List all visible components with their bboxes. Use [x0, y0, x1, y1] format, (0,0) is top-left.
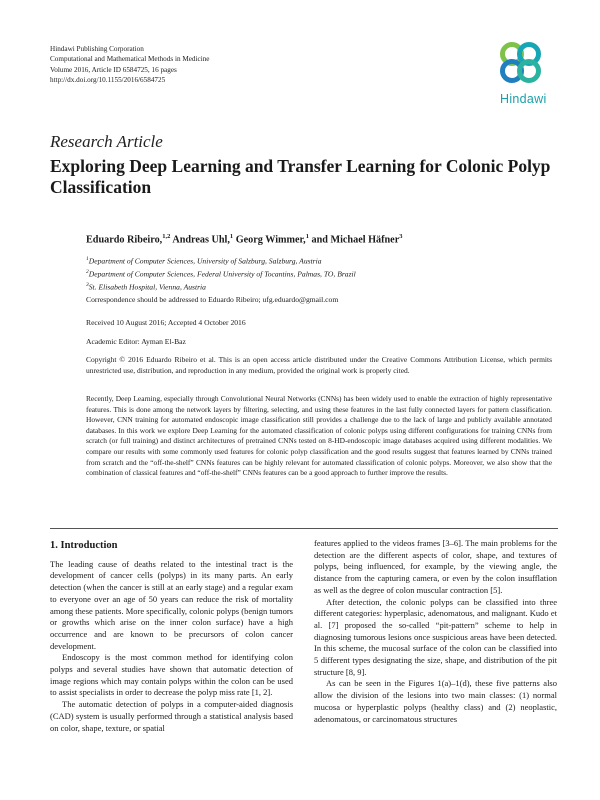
received-accepted-dates: Received 10 August 2016; Accepted 4 October 2016	[86, 318, 246, 327]
article-type: Research Article	[50, 132, 163, 151]
body-paragraph: features applied to the videos frames [3–6]. The main problems for the detection are the different aspects of color, shape, and textures of polyps, being influenced, for example, by the viewing angle, the distance from the capturing camera, or even by the colon insufflation as well as the degree of colon muscular contraction [5].	[314, 538, 557, 595]
author-list: Eduardo Ribeiro,$^{1,2}$ Andreas Uhl,$^1$ Georg Wimmer,$^1$ and Michael Häfner$^3$	[86, 233, 403, 246]
hindawi-logo-icon	[496, 40, 556, 92]
author-name: Michael Häfner	[330, 234, 400, 246]
body-paragraph: After detection, the colonic polyps can be classified into three different categories: hyperplasic, adenomatous, and malignant. Kudo et al. [7] proposed the so-called “pit-pattern” scheme to help in diagnosing tumorous lesions once suspicious areas have been detected. In this scheme, the mucosal surface of the colon can be classified into 5 different types designating the size, shape, and distribution of the pit structure [8, 9].	[314, 596, 557, 677]
publisher: Hindawi Publishing Corporation	[50, 45, 144, 53]
abstract: Recently, Deep Learning, especially through Convolutional Neural Networks (CNNs) has been widely used to enable the extraction of highly representative features. This is done among the network layers by filtering, selecting, and using these features in the last fully connected layers for pattern classification. However, CNN training for automated endoscopic image classification still provides a challenge due to the lack of large and publicly available annotated databases. In this work we explore Deep Learning for the automated classification of colonic polyps using different configurations for training CNNs from scratch (or full training) and distinct architectures of pretrained CNNs tested on 8-HD-endoscopic image databases acquired using different modalities. We compare our results with some commonly used features for colonic polyp classification and the good results suggest that features learned by CNNs trained from scratch and the “off-the-shelf” CNNs features can be highly relevant for automated classification of colonic polyps. Moreover, we also show that the combination of classical features and “off-the-shelf” CNNs features can be a good approach to further improve the results.	[86, 394, 552, 478]
author-affiliation-mark: 1	[229, 233, 234, 240]
body-column-right	[314, 538, 557, 725]
body-paragraph: As can be seen in the Figures 1(a)–1(d), these five patterns also allow the division of the lesions into two main classes: (1) normal mucosa or hyperplastic polyps (healthy class) and (2) neoplastic, adenomatous, or carcinomatous structures	[314, 678, 557, 724]
author-name: Andreas Uhl,	[172, 234, 230, 246]
article-title: Exploring Deep Learning and Transfer Learning for Colonic Polyp Classification	[50, 156, 551, 197]
author-affiliation-mark: 1,2	[162, 233, 171, 240]
doi-link[interactable]: http://dx.doi.org/10.1155/2016/6584725	[50, 76, 166, 85]
journal-header	[50, 44, 210, 86]
author-affiliation-mark: 1	[305, 233, 309, 240]
copyright-notice: Copyright © 2016 Eduardo Ribeiro et al. This is an open access article distributed under the Creative Commons Attribution License, which permits unrestricted use, distribution, and reproduction in any medium, provided the original work is properly cited.	[86, 355, 552, 375]
author-name: Eduardo Ribeiro,	[86, 234, 163, 246]
volume-info: Volume 2016, Article ID 6584725, 16 pages	[50, 65, 177, 74]
author-name: Georg Wimmer,	[235, 234, 306, 246]
body-paragraph: Endoscopy is the most common method for identifying colon polyps and several studies have shown that automatic detection of image regions which may contain polyps within the colon can be used to assist specialists in order to decrease the polyp miss rate [1, 2].	[50, 652, 293, 698]
hindawi-logo	[496, 40, 556, 106]
author-affiliation-mark: 3	[399, 233, 403, 240]
section-heading: 1. Introduction	[50, 540, 118, 551]
affiliation: $^1$Department of Computer Sciences, University of Salzburg, Salzburg, Austria	[86, 256, 322, 266]
affiliation: $^2$Department of Computer Sciences, Federal University of Tocantins, Palmas, TO, Brazil	[86, 269, 356, 279]
section-divider	[50, 528, 558, 529]
correspondence-note: Correspondence should be addressed to Eduardo Ribeiro; ufg.eduardo@gmail.com	[86, 295, 339, 304]
academic-editor: Academic Editor: Ayman El-Baz	[86, 337, 186, 346]
body-paragraph: The automatic detection of polyps in a computer-aided diagnosis (CAD) system is usually performed through a statistical analysis based on color, shape, texture, or spatial	[50, 699, 293, 733]
body-column-left	[50, 540, 293, 734]
hindawi-wordmark: Hindawi	[500, 92, 547, 106]
affiliation: $^3$St. Elisabeth Hospital, Vienna, Austria	[86, 282, 206, 292]
affiliation-list	[86, 254, 356, 293]
body-paragraph: The leading cause of deaths related to the intestinal tract is the development of cancer cells (polyps) in its many parts. An early detection (when the cancer is still at an early stage) and a regular exam to everyone over an age of 50 years can reduce the risk of mortality among these patients. More specifically, colonic polyps (benign tumors or growths which arise on the inner colon surface) have a high occurrence and are known to be precursors of colon cancer development.	[50, 558, 293, 651]
journal-name: Computational and Mathematical Methods in Medicine	[50, 55, 210, 64]
